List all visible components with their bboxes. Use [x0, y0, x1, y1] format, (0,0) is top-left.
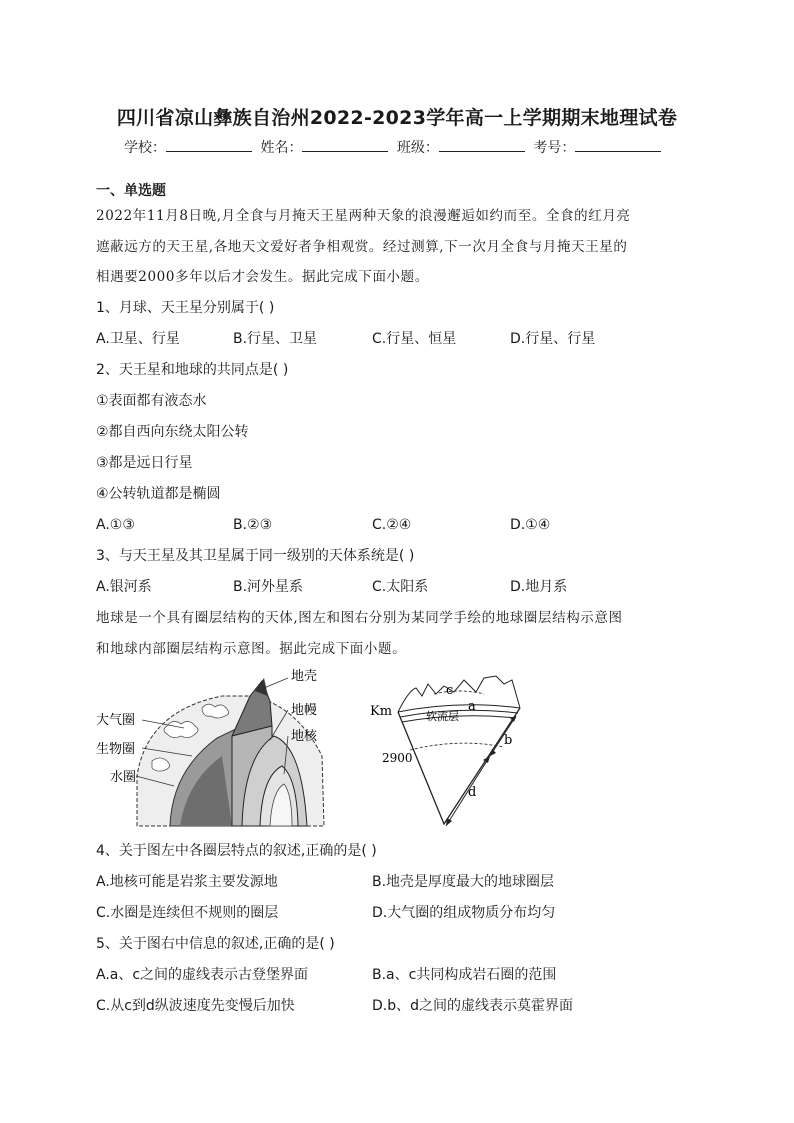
boundary-2900 — [410, 743, 504, 750]
arrow-d-tail — [446, 818, 452, 826]
q3-option-c[interactable]: C.太阳系 — [372, 579, 429, 595]
q1-option-b[interactable]: B.行星、卫星 — [233, 331, 318, 347]
q5-option-a[interactable]: A.a、c之间的虚线表示古登堡界面 — [96, 967, 309, 983]
asthenosphere-bottom — [402, 716, 516, 722]
q2-statement: ③都是远日行星 — [96, 455, 193, 471]
passage1-line: 相遇要2000多年以后才会发生。据此完成下面小题。 — [96, 269, 429, 285]
q1-option-a[interactable]: A.卫星、行星 — [96, 331, 180, 347]
atmosphere-label: 大气圈 — [96, 713, 136, 728]
class-blank[interactable] — [439, 137, 525, 152]
exam-number-blank[interactable] — [575, 137, 661, 152]
question-4-stem: 4、关于图左中各圈层特点的叙述,正确的是( ) — [96, 843, 377, 859]
mantle-label: 地幔 — [291, 703, 318, 718]
crust-leader — [264, 678, 288, 688]
passage2-line: 地球是一个具有圈层结构的天体,图左和图右分别为某同学手绘的地球圈层结构示意图 — [96, 610, 623, 626]
passage1-line: 遮蔽远方的天王星,各地天文爱好者争相观赏。经过测算,下一次月全食与月掩天王星的 — [96, 239, 628, 255]
surface-relief — [398, 676, 520, 712]
passage2-line: 和地球内部圈层结构示意图。据此完成下面小题。 — [96, 641, 407, 657]
q2-option-c[interactable]: C.②④ — [372, 517, 412, 533]
school-blank[interactable] — [166, 137, 252, 152]
name-blank[interactable] — [302, 137, 388, 152]
q2-option-b[interactable]: B.②③ — [233, 517, 273, 533]
label-c: c — [446, 683, 454, 698]
wedge-outline — [398, 708, 520, 824]
q5-option-b[interactable]: B.a、c共同构成岩石圈的范围 — [372, 967, 557, 983]
q2-option-d[interactable]: D.①④ — [510, 517, 551, 533]
q3-option-b[interactable]: B.河外星系 — [233, 579, 304, 595]
earth-interior-diagram — [364, 672, 534, 832]
label-b: b — [504, 733, 513, 748]
core-label: 地核 — [291, 729, 318, 744]
school-label: 学校： — [124, 140, 166, 156]
passage1-line: 2022年11月8日晚,月全食与月掩天王星两种天象的浪漫邂逅如约而至。全食的红月亮 — [96, 208, 631, 224]
page-title: 四川省凉山彝族自治州2022-2023学年高一上学期期末地理试卷 — [116, 107, 678, 129]
q4-option-c[interactable]: C.水圈是连续但不规则的圈层 — [96, 905, 279, 921]
question-2-stem: 2、天王星和地球的共同点是( ) — [96, 362, 289, 378]
q4-option-a[interactable]: A.地核可能是岩浆主要发源地 — [96, 874, 278, 890]
label-d: d — [468, 785, 477, 800]
question-5-stem: 5、关于图右中信息的叙述,正确的是( ) — [96, 936, 335, 952]
crust-label: 地壳 — [291, 669, 318, 684]
q2-statement: ④公转轨道都是椭圆 — [96, 486, 221, 502]
q4-option-b[interactable]: B.地壳是厚度最大的地球圈层 — [372, 874, 555, 890]
q4-option-d[interactable]: D.大气圈的组成物质分布均匀 — [372, 905, 556, 921]
hydrosphere-label: 水圈 — [110, 770, 137, 785]
q5-option-c[interactable]: C.从c到d纵波速度先变慢后加快 — [96, 998, 295, 1014]
q1-option-c[interactable]: C.行星、恒星 — [372, 331, 457, 347]
q1-option-d[interactable]: D.行星、行星 — [510, 331, 596, 347]
section-heading: 一、单选题 — [96, 183, 166, 199]
q5-option-d[interactable]: D.b、d之间的虚线表示莫霍界面 — [372, 998, 574, 1014]
q2-statement: ①表面都有液态水 — [96, 393, 207, 409]
km-label: Km — [370, 704, 393, 719]
q3-option-a[interactable]: A.银河系 — [96, 579, 152, 595]
student-info-fields — [124, 137, 665, 157]
name-label: 姓名： — [260, 140, 303, 156]
asthenosphere-label: 软流层 — [426, 710, 459, 723]
class-label: 班级： — [396, 140, 439, 156]
q2-option-a[interactable]: A.①③ — [96, 517, 135, 533]
question-1-stem: 1、月球、天王星分别属于( ) — [96, 300, 275, 316]
exam-number-label: 考号： — [533, 140, 576, 156]
earth-spheres-diagram — [92, 666, 342, 834]
q3-option-d[interactable]: D.地月系 — [510, 579, 568, 595]
label-a: a — [468, 699, 476, 714]
question-3-stem: 3、与天王星及其卫星属于同一级别的天体系统是( ) — [96, 548, 415, 564]
biosphere-label: 生物圈 — [96, 742, 136, 757]
cloud-icon — [164, 721, 198, 737]
depth-2900-label: 2900 — [382, 751, 413, 765]
q2-statement: ②都自西向东绕太阳公转 — [96, 424, 249, 440]
